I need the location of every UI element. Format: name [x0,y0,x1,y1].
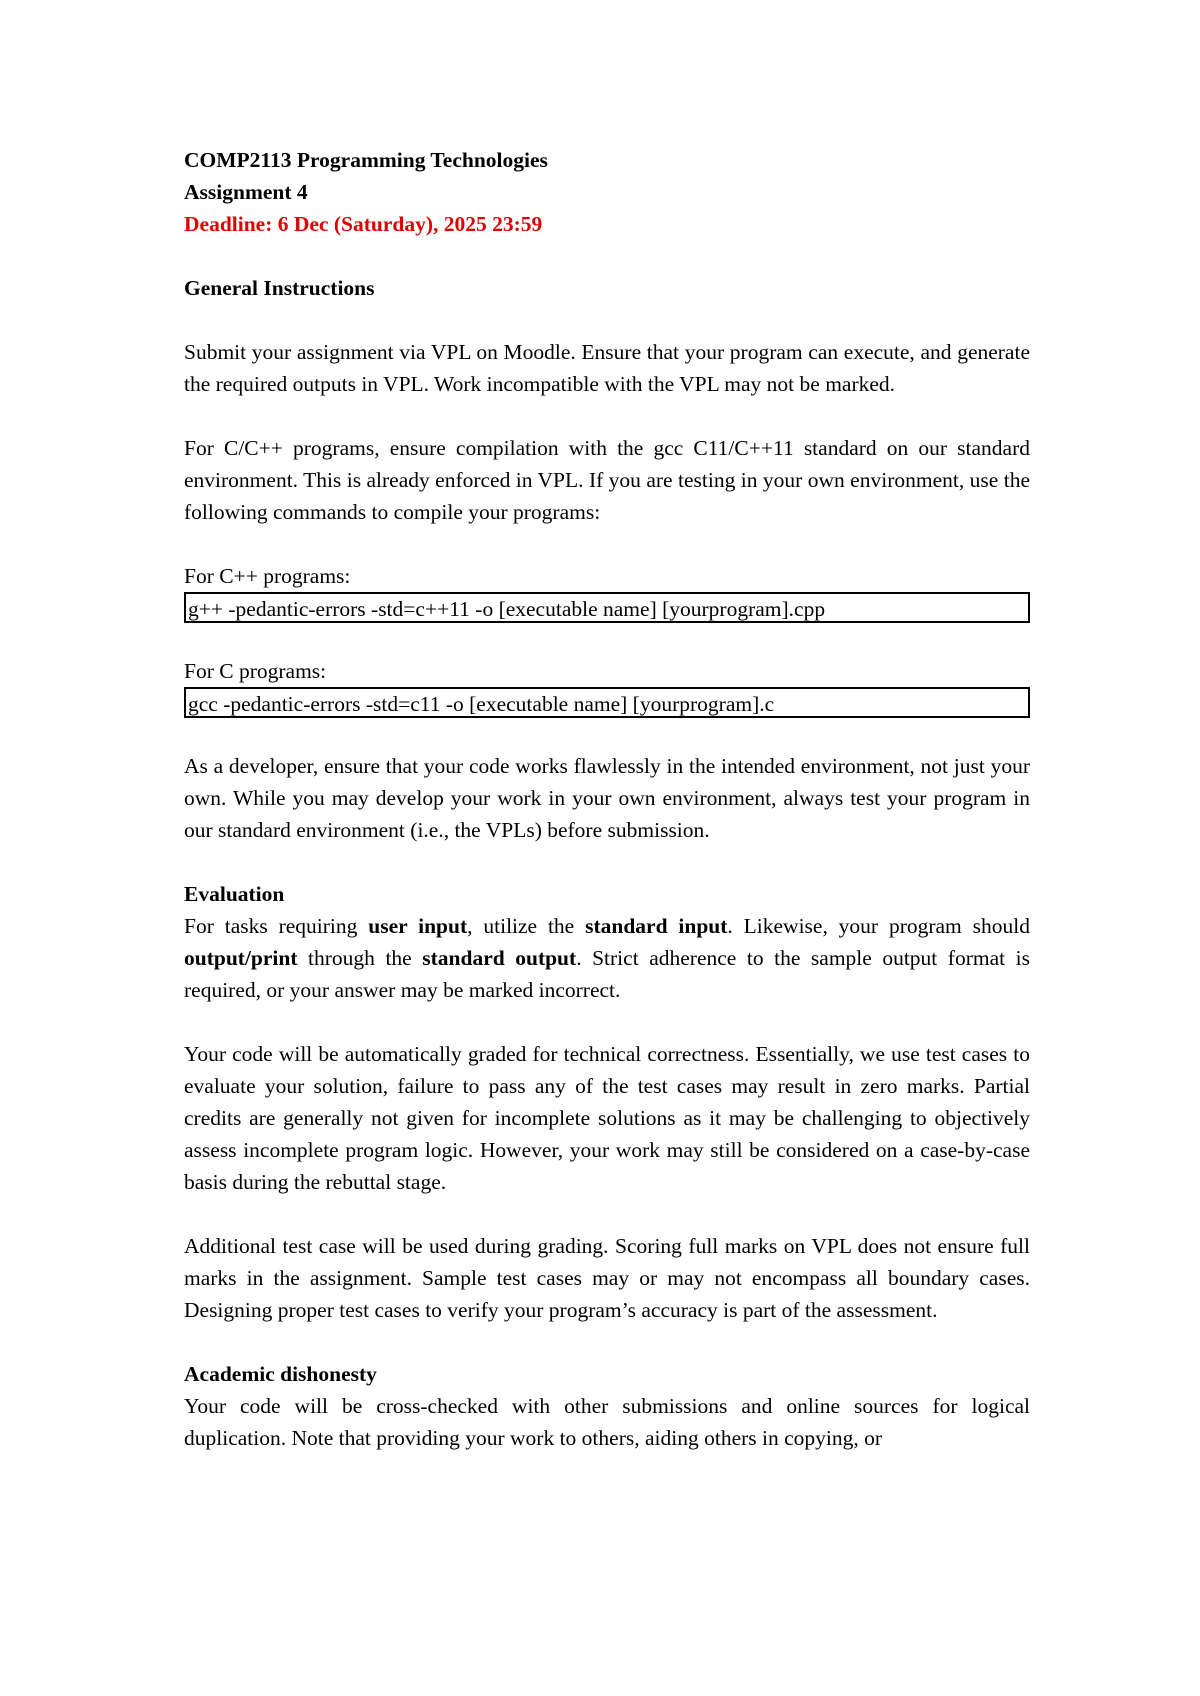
c-command-box: gcc -pedantic-errors -std=c11 -o [executable name] [yourprogram].c [184,687,1030,718]
deadline: Deadline: 6 Dec (Saturday), 2025 23:59 [184,212,543,236]
cpp-label: For C++ programs: [184,564,351,588]
document-page [184,144,1030,1454]
general-paragraph-2: For C/C++ programs, ensure compilation with the gcc C11/C++11 standard on our standard environment. This is already enforced in VPL. If you are testing in your own environment, use the following commands to compile your programs: [184,436,1030,524]
evaluation-heading: Evaluation [184,882,285,906]
assignment-title: Assignment 4 [184,180,308,204]
evaluation-paragraph-2: Your code will be automatically graded for technical correctness. Essentially, we use test cases to evaluate your solution, failure to pass any of the test cases may result in zero marks. Partial credits are generally not given for incomplete solutions as it may be challenging to objectively assess incomplete program logic. However, your work may still be considered on a case-by-case basis during the rebuttal stage. [184,1042,1030,1194]
course-title: COMP2113 Programming Technologies [184,148,548,172]
cpp-command-box: g++ -pedantic-errors -std=c++11 -o [executable name] [yourprogram].cpp [184,592,1030,623]
academic-dishonesty-heading: Academic dishonesty [184,1362,377,1386]
evaluation-paragraph-1: For tasks requiring user input, utilize the standard input. Likewise, your program should output/print through the standard output. Strict adherence to the sample output format is required, or your answer may be marked incorrect. [184,914,1030,1002]
general-paragraph-1: Submit your assignment via VPL on Moodle. Ensure that your program can execute, and generate the required outputs in VPL. Work incompatible with the VPL may not be marked. [184,340,1030,396]
general-instructions-heading: General Instructions [184,276,375,300]
academic-paragraph-1: Your code will be cross-checked with other submissions and online sources for logical duplication. Note that providing your work to others, aiding others in copying, or [184,1394,1030,1450]
general-paragraph-3: As a developer, ensure that your code works flawlessly in the intended environment, not just your own. While you may develop your work in your own environment, always test your program in our standard environment (i.e., the VPLs) before submission. [184,754,1030,842]
c-label: For C programs: [184,659,327,683]
evaluation-paragraph-3: Additional test case will be used during grading. Scoring full marks on VPL does not ensure full marks in the assignment. Sample test cases may or may not encompass all boundary cases. Designing proper test cases to verify your program’s accuracy is part of the assessment. [184,1234,1030,1322]
